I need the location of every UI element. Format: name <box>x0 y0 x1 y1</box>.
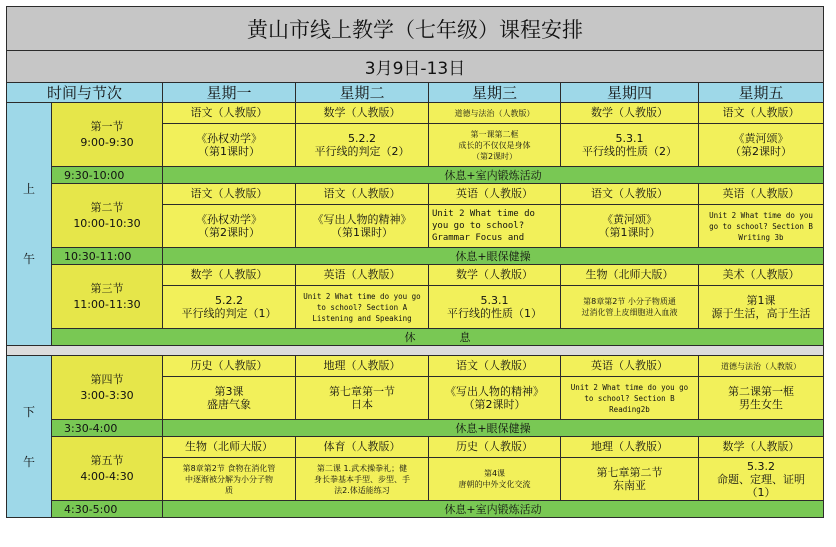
lesson-cell: 《黄河颂》 （第2课时） <box>699 124 824 167</box>
day-header: 星期五 <box>699 83 824 103</box>
lesson-cell: Unit 2 What time do you go to school? Section B Writing 3b <box>699 205 824 248</box>
subject-row <box>7 437 824 458</box>
subject-cell: 数学（人教版） <box>163 265 296 286</box>
subject-cell: 生物（北师大版） <box>163 437 296 458</box>
day-header: 星期二 <box>296 83 429 103</box>
subject-cell: 语文（人教版） <box>699 103 824 124</box>
break-time: 3:30-4:00 <box>52 420 163 437</box>
lesson-cell: Unit 2 What time do you go to school? Section B Reading2b <box>561 377 699 420</box>
day-header: 星期三 <box>429 83 561 103</box>
subject-cell: 数学（人教版） <box>296 103 429 124</box>
lesson-cell: 第4课 唐朝的中外文化交流 <box>429 458 561 501</box>
separator-row <box>7 346 824 356</box>
break-activity: 休息+室内锻炼活动 <box>163 501 824 518</box>
lesson-cell: 《孙权劝学》 （第2课时） <box>163 205 296 248</box>
period-cell: 第二节 10:00-10:30 <box>52 184 163 248</box>
lesson-cell: 《孙权劝学》 （第1课时） <box>163 124 296 167</box>
break-row <box>7 501 824 518</box>
afternoon-label: 下 午 <box>7 356 52 518</box>
lesson-cell: 第二课 1.武术操拳礼；健 身长拳基本手型、步型、手 法2.体适能练习 <box>296 458 429 501</box>
subject-cell: 数学（人教版） <box>561 103 699 124</box>
subject-cell: 道德与法治（人教版） <box>429 103 561 124</box>
subject-cell: 语文（人教版） <box>296 184 429 205</box>
lesson-cell: 第3课 盛唐气象 <box>163 377 296 420</box>
subject-row <box>7 184 824 205</box>
break-activity: 休息+眼保健操 <box>163 420 824 437</box>
lesson-cell: 5.3.1 平行线的性质（1） <box>429 286 561 329</box>
subject-cell: 语文（人教版） <box>561 184 699 205</box>
subject-cell: 数学（人教版） <box>429 265 561 286</box>
lesson-cell: 5.2.2 平行线的判定（1） <box>163 286 296 329</box>
break-row <box>7 248 824 265</box>
break-time: 4:30-5:00 <box>52 501 163 518</box>
period-cell: 第五节 4:00-4:30 <box>52 437 163 501</box>
break-activity: 休息+眼保健操 <box>163 248 824 265</box>
subject-row <box>7 103 824 124</box>
lesson-cell: 第二课第一框 男生女生 <box>699 377 824 420</box>
lesson-cell: 第七章第二节 东南亚 <box>561 458 699 501</box>
time-header: 时间与节次 <box>7 83 163 103</box>
subject-cell: 语文（人教版） <box>163 103 296 124</box>
break-row <box>7 167 824 184</box>
subject-cell: 英语（人教版） <box>561 356 699 377</box>
header-row <box>7 83 824 103</box>
lesson-cell: 第1课 源于生活，高于生活 <box>699 286 824 329</box>
lesson-cell: 5.3.2 命题、定理、证明 （1） <box>699 458 824 501</box>
subject-cell: 道德与法治（人教版） <box>699 356 824 377</box>
subject-cell: 体育（人教版） <box>296 437 429 458</box>
lesson-cell: 第8章第2节 食物在消化管 中逐渐被分解为小分子物 质 <box>163 458 296 501</box>
lesson-cell: 《写出人物的精神》 （第1课时） <box>296 205 429 248</box>
subject-row <box>7 356 824 377</box>
subject-cell: 历史（人教版） <box>163 356 296 377</box>
lesson-cell: 《写出人物的精神》 （第2课时） <box>429 377 561 420</box>
subject-cell: 生物（北师大版） <box>561 265 699 286</box>
break-activity: 休息+室内锻炼活动 <box>163 167 824 184</box>
day-header: 星期四 <box>561 83 699 103</box>
period-cell: 第四节 3:00-3:30 <box>52 356 163 420</box>
lesson-cell: 第8章第2节 小分子物质通 过消化管上皮细胞进入血液 <box>561 286 699 329</box>
morning-label: 上 午 <box>7 103 52 346</box>
subject-cell: 地理（人教版） <box>296 356 429 377</box>
date-range: 3月9日-13日 <box>7 51 824 83</box>
break-row <box>7 329 824 346</box>
lesson-cell: 《黄河颂》 （第1课时） <box>561 205 699 248</box>
subject-cell: 数学（人教版） <box>699 437 824 458</box>
day-header: 星期一 <box>163 83 296 103</box>
subject-row <box>7 265 824 286</box>
subject-cell: 英语（人教版） <box>699 184 824 205</box>
period-cell: 第三节 11:00-11:30 <box>52 265 163 329</box>
lesson-cell: 第七章第一节 日本 <box>296 377 429 420</box>
subject-cell: 英语（人教版） <box>296 265 429 286</box>
break-activity: 休 息 <box>52 329 824 346</box>
break-row <box>7 420 824 437</box>
lesson-cell: 5.2.2 平行线的判定（2） <box>296 124 429 167</box>
page-title: 黄山市线上教学（七年级）课程安排 <box>7 7 824 51</box>
schedule-table <box>6 6 824 518</box>
subject-cell: 美术（人教版） <box>699 265 824 286</box>
lesson-cell: Unit 2 What time do you go to school? Section A Listening and Speaking <box>296 286 429 329</box>
lesson-cell: 第一课第二框 成长的不仅仅是身体 （第2课时） <box>429 124 561 167</box>
subject-cell: 历史（人教版） <box>429 437 561 458</box>
subject-cell: 地理（人教版） <box>561 437 699 458</box>
subject-cell: 英语（人教版） <box>429 184 561 205</box>
subject-cell: 语文（人教版） <box>429 356 561 377</box>
break-time: 10:30-11:00 <box>52 248 163 265</box>
break-time: 9:30-10:00 <box>52 167 163 184</box>
lesson-cell: Unit 2 What time do you go to school? Grammar Focus and <box>429 205 561 248</box>
subject-cell: 语文（人教版） <box>163 184 296 205</box>
lesson-cell: 5.3.1 平行线的性质（2） <box>561 124 699 167</box>
period-cell: 第一节 9:00-9:30 <box>52 103 163 167</box>
